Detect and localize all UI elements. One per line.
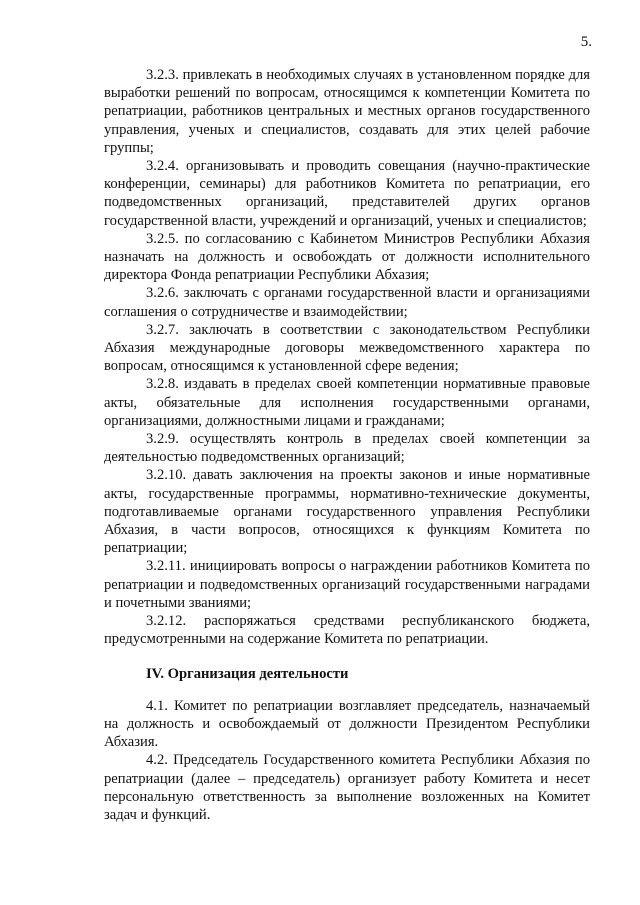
paragraph-3-2-8: 3.2.8. издавать в пределах своей компетенции нормативные правовые акты, обязательные для исполнения государственными органами, организациями, должностными лицами и гражданами; <box>104 376 590 429</box>
paragraph-3-2-6: 3.2.6. заключать с органами государственной власти и организациями соглашения о сотрудничестве и взаимодействии; <box>104 285 590 320</box>
page-number: 5. <box>580 34 592 50</box>
section-heading: IV. Организация деятельности <box>146 665 349 682</box>
paragraph-3-2-5: 3.2.5. по согласованию с Кабинетом Министров Республики Абхазия назначать на должность и освобождать от должности исполнительного директора Фонда репатриации Республики Абхазия; <box>104 230 590 284</box>
paragraph-3-2-11: 3.2.11. инициировать вопросы о награждении работников Комитета по репатриации и подведомственных организаций государственными наградами и почетными званиями; <box>104 558 590 611</box>
paragraph-3-2-10: 3.2.10. давать заключения на проекты законов и иные нормативные акты, государственные программы, нормативно-технические документы, подготавливаемые органами государственного управления Республики Абхазия, в части вопросов, относящихся к функциям Комитета по репатриации; <box>104 467 590 557</box>
paragraph-3-2-4: 3.2.4. организовывать и проводить совещания (научно-практические конференции, семинары) для работников Комитета по репатриации, его подведомственных организаций, представителей других органов государственной власти, учреждений и организаций, ученых и специалистов; <box>104 158 590 229</box>
document-body <box>104 66 590 824</box>
paragraph-4-2: 4.2. Председатель Государственного комитета Республики Абхазия по репатриации (далее – председатель) организует работу Комитета и несет персональную ответственность за выполнение возложенных на Комитет задач и функций. <box>104 752 590 823</box>
paragraph-3-2-3: 3.2.3. привлекать в необходимых случаях в установленном порядке для выработки решений по вопросам, относящимся к компетенции Комитета по репатриации, работников центральных и местных органов государственного управления, ученых и специалистов, создавать для этих целей рабочие группы; <box>104 67 590 156</box>
paragraph-4-1: 4.1. Комитет по репатриации возглавляет председатель, назначаемый на должность и освобождаемый от должности Президентом Республики Абхазия. <box>104 697 590 751</box>
paragraph-3-2-7: 3.2.7. заключать в соответствии с законодательством Республики Абхазия международные договоры межведомственного характера по вопросам, относящимся к установленной сфере ведения; <box>104 321 590 375</box>
paragraph-3-2-9: 3.2.9. осуществлять контроль в пределах своей компетенции за деятельностью подведомственных организаций; <box>104 431 590 466</box>
paragraph-3-2-12: 3.2.12. распоряжаться средствами республиканского бюджета, предусмотренными на содержание Комитета по репатриации. <box>104 613 590 648</box>
